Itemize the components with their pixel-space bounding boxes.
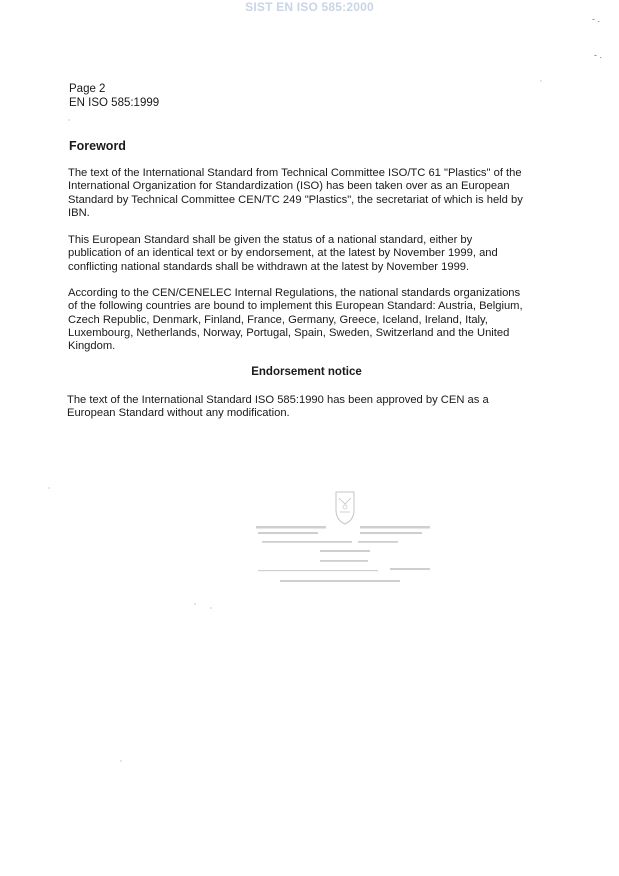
scan-speck: [68, 119, 70, 121]
scan-mark: - .: [594, 50, 602, 60]
foreword-paragraph-1: The text of the International Standard from Technical Committee ISO/TC 61 "Plastics" of the International Organization for Standardization (ISO) has been taken over as an European Standard by Technical Committee CEN/TC 249 "Plastics", the secretariat of which is held by IBN.: [68, 167, 523, 219]
foreword-paragraph-3: According to the CEN/CENELEC Internal Regulations, the national standards organizations of the following countries are bound to implement this European Standard: Austria, Belgium, Czech Republic, Denmark, Finland, France, Germany, Greece, Iceland, Ireland, Italy, Luxembourg, Netherlands, Norway, Portugal, Spain, Sweden, Switzerland and the United Kingdom.: [68, 287, 523, 353]
foreword-paragraph-2: This European Standard shall be given the status of a national standard, either by publication of an identical text or by endorsement, at the latest by November 1999, and conflicting national standards shall be withdrawn at the latest by November 1999.: [68, 234, 498, 273]
standard-reference: EN ISO 585:1999: [69, 96, 160, 109]
scan-mark: - .: [592, 14, 600, 24]
scan-speck: [540, 80, 542, 82]
scan-speck: [194, 603, 196, 605]
scan-speck: [48, 487, 50, 489]
page-header: [69, 83, 159, 110]
foreword-heading: Foreword: [69, 139, 126, 153]
scan-speck: [210, 607, 212, 609]
coat-of-arms-icon: [250, 488, 440, 600]
page-number: Page 2: [69, 83, 106, 95]
endorsement-text: The text of the International Standard ISO 585:1990 has been approved by CEN as a European Standard without any modification.: [67, 394, 489, 420]
scan-speck: [120, 760, 122, 762]
endorsement-heading: Endorsement notice: [251, 366, 362, 378]
watermark: SIST EN ISO 585:2000: [245, 0, 374, 14]
